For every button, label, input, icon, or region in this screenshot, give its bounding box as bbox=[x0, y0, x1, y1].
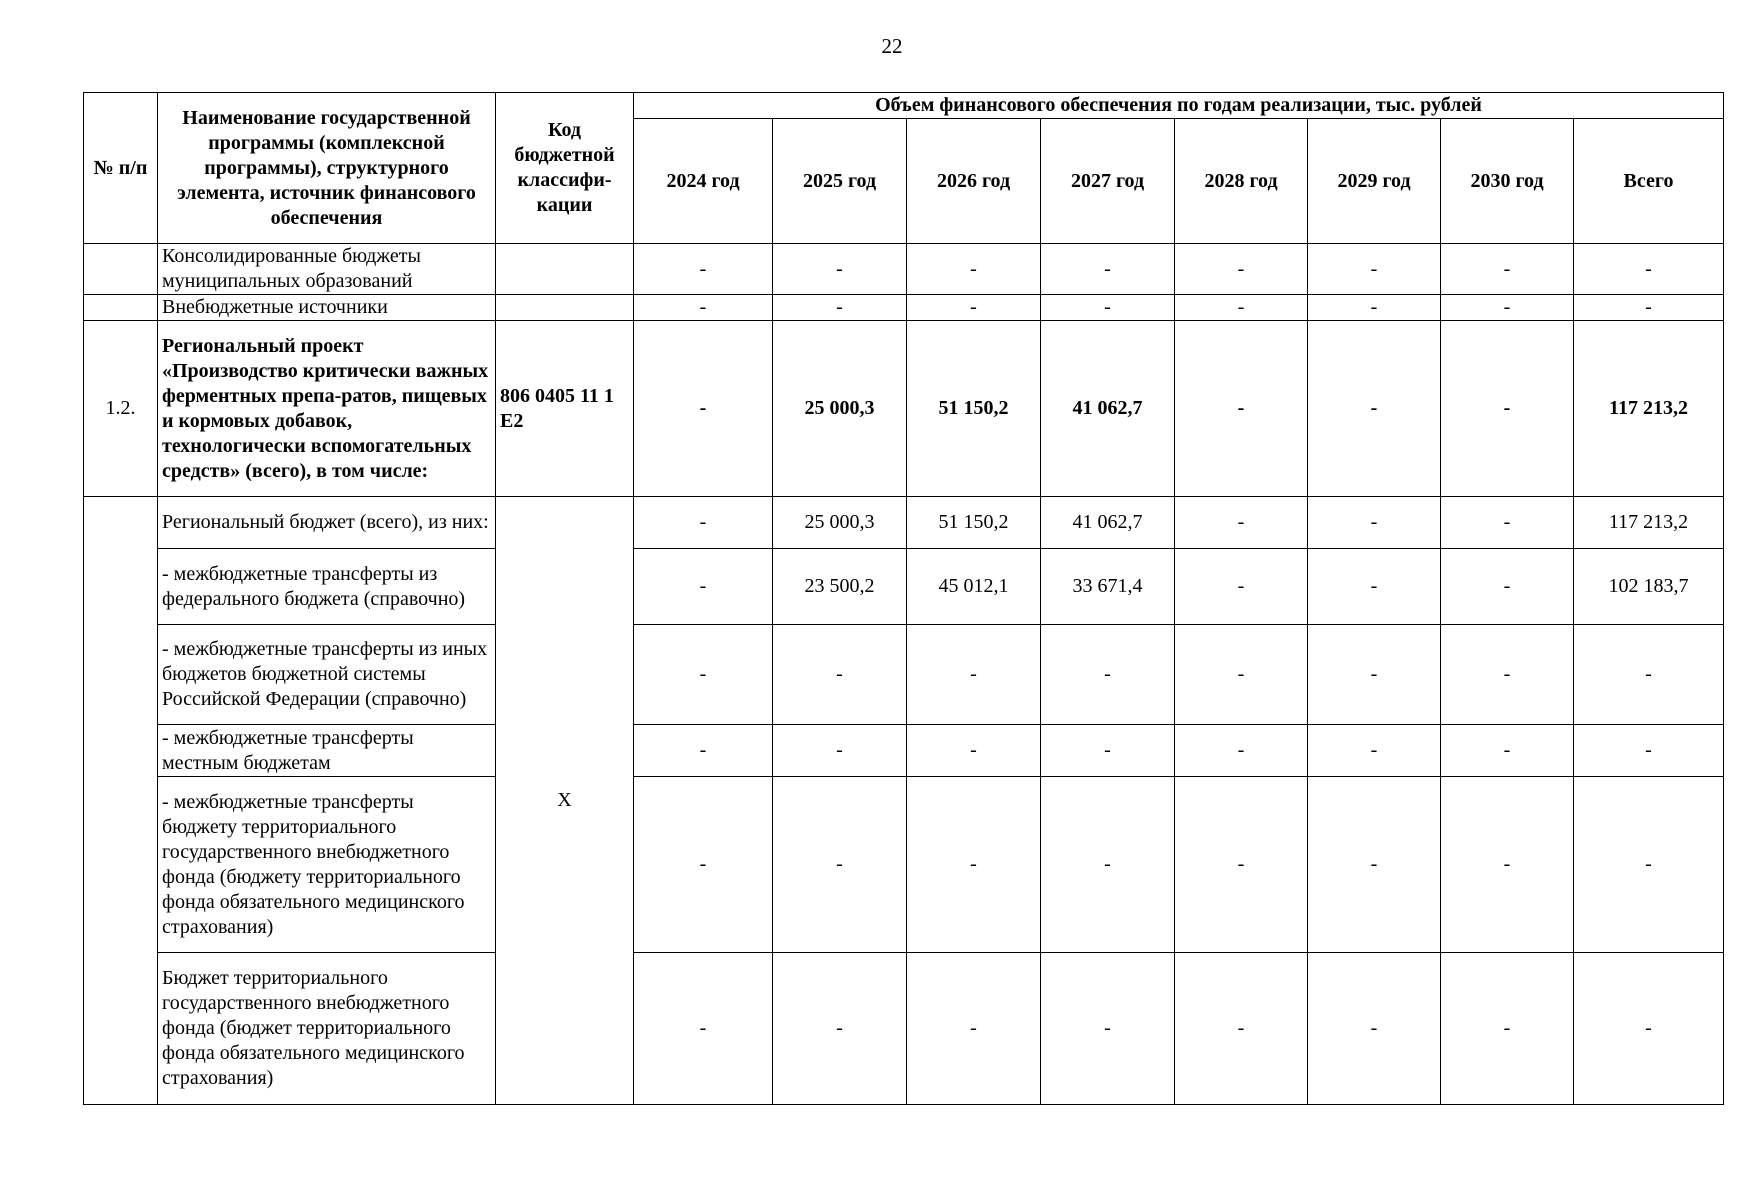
value-cell: - bbox=[634, 777, 773, 953]
value-cell: - bbox=[1175, 953, 1308, 1105]
row-name: Региональный бюджет (всего), из них: bbox=[158, 497, 496, 549]
value-cell: - bbox=[1574, 777, 1724, 953]
value-cell: - bbox=[773, 953, 907, 1105]
value-cell: - bbox=[1041, 244, 1175, 295]
value-cell: - bbox=[1308, 953, 1441, 1105]
value-cell: - bbox=[1308, 625, 1441, 725]
value-cell: - bbox=[907, 244, 1041, 295]
row-code bbox=[496, 295, 634, 321]
value-cell: 117 213,2 bbox=[1574, 321, 1724, 497]
value-cell: - bbox=[1441, 244, 1574, 295]
value-cell: 41 062,7 bbox=[1041, 321, 1175, 497]
table-row bbox=[84, 549, 1724, 625]
table-row bbox=[84, 244, 1724, 295]
value-cell: - bbox=[1441, 777, 1574, 953]
value-cell: 51 150,2 bbox=[907, 321, 1041, 497]
value-cell: - bbox=[1441, 549, 1574, 625]
table-row bbox=[84, 953, 1724, 1105]
value-cell: - bbox=[1441, 953, 1574, 1105]
value-cell: - bbox=[773, 244, 907, 295]
value-cell: - bbox=[634, 244, 773, 295]
row-code bbox=[496, 244, 634, 295]
row-name: - межбюджетные трансферты местным бюджетам bbox=[158, 725, 496, 777]
row-name: - межбюджетные трансферты из федерального бюджета (справочно) bbox=[158, 549, 496, 625]
header-year-2028: 2028 год bbox=[1175, 119, 1308, 244]
header-year-2030: 2030 год bbox=[1441, 119, 1574, 244]
value-cell: - bbox=[1041, 777, 1175, 953]
value-cell: - bbox=[1574, 244, 1724, 295]
row-num bbox=[84, 244, 158, 295]
value-cell: - bbox=[1308, 549, 1441, 625]
value-cell: - bbox=[1175, 549, 1308, 625]
row-num: 1.2. bbox=[84, 321, 158, 497]
value-cell: 117 213,2 bbox=[1574, 497, 1724, 549]
row-name: Внебюджетные источники bbox=[158, 295, 496, 321]
value-cell: - bbox=[1175, 725, 1308, 777]
table-row bbox=[84, 321, 1724, 497]
value-cell: - bbox=[1441, 725, 1574, 777]
value-cell: - bbox=[634, 953, 773, 1105]
row-code: X bbox=[496, 497, 634, 1105]
value-cell: - bbox=[907, 777, 1041, 953]
value-cell: - bbox=[1175, 777, 1308, 953]
row-num bbox=[84, 497, 158, 1105]
value-cell: - bbox=[1308, 725, 1441, 777]
value-cell: - bbox=[1308, 244, 1441, 295]
table-row bbox=[84, 625, 1724, 725]
value-cell: - bbox=[1441, 497, 1574, 549]
row-name: Консолидированные бюджеты муниципальных образований bbox=[158, 244, 496, 295]
header-year-2027: 2027 год bbox=[1041, 119, 1175, 244]
value-cell: - bbox=[1175, 244, 1308, 295]
value-cell: - bbox=[907, 295, 1041, 321]
value-cell: - bbox=[634, 549, 773, 625]
header-year-2029: 2029 год bbox=[1308, 119, 1441, 244]
value-cell: - bbox=[1441, 625, 1574, 725]
row-name: - межбюджетные трансферты бюджету территориального государственного внебюджетного фонда (бюджету территориального фонда обязательного медицинского страхования) bbox=[158, 777, 496, 953]
value-cell: - bbox=[1441, 295, 1574, 321]
row-name: - межбюджетные трансферты из иных бюджетов бюджетной системы Российской Федерации (справочно) bbox=[158, 625, 496, 725]
value-cell: - bbox=[907, 953, 1041, 1105]
value-cell: - bbox=[1041, 725, 1175, 777]
value-cell: - bbox=[1574, 295, 1724, 321]
value-cell: - bbox=[773, 777, 907, 953]
value-cell: - bbox=[1308, 497, 1441, 549]
value-cell: 102 183,7 bbox=[1574, 549, 1724, 625]
value-cell: - bbox=[907, 725, 1041, 777]
value-cell: - bbox=[1574, 625, 1724, 725]
value-cell: 23 500,2 bbox=[773, 549, 907, 625]
value-cell: - bbox=[773, 295, 907, 321]
value-cell: 25 000,3 bbox=[773, 497, 907, 549]
table-row bbox=[84, 777, 1724, 953]
value-cell: - bbox=[1175, 625, 1308, 725]
header-year-2024: 2024 год bbox=[634, 119, 773, 244]
value-cell: - bbox=[1441, 321, 1574, 497]
financing-table bbox=[83, 92, 1724, 1105]
header-volume: Объем финансового обеспечения по годам реализации, тыс. рублей bbox=[634, 93, 1724, 119]
value-cell: 25 000,3 bbox=[773, 321, 907, 497]
value-cell: - bbox=[1574, 953, 1724, 1105]
value-cell: - bbox=[907, 625, 1041, 725]
value-cell: 51 150,2 bbox=[907, 497, 1041, 549]
page-number: 22 bbox=[881, 34, 903, 58]
row-code: 806 0405 11 1 Е2 bbox=[496, 321, 634, 497]
row-num bbox=[84, 295, 158, 321]
value-cell: 41 062,7 bbox=[1041, 497, 1175, 549]
table-row bbox=[84, 497, 1724, 549]
value-cell: - bbox=[1308, 295, 1441, 321]
header-name: Наименование государственной программы (комплексной программы), структурного элемента, источник финансового обеспечения bbox=[158, 93, 496, 244]
table-row bbox=[84, 725, 1724, 777]
value-cell: 45 012,1 bbox=[907, 549, 1041, 625]
row-name: Бюджет территориального государственного внебюджетного фонда (бюджет территориального фонда обязательного медицинского страхования) bbox=[158, 953, 496, 1105]
header-year-2025: 2025 год bbox=[773, 119, 907, 244]
value-cell: - bbox=[1175, 295, 1308, 321]
value-cell: - bbox=[634, 725, 773, 777]
value-cell: - bbox=[1308, 777, 1441, 953]
value-cell: - bbox=[1175, 321, 1308, 497]
value-cell: - bbox=[1308, 321, 1441, 497]
value-cell: - bbox=[634, 321, 773, 497]
value-cell: - bbox=[1041, 295, 1175, 321]
value-cell: - bbox=[1574, 725, 1724, 777]
value-cell: - bbox=[1041, 953, 1175, 1105]
value-cell: - bbox=[773, 725, 907, 777]
value-cell: - bbox=[1175, 497, 1308, 549]
value-cell: - bbox=[634, 625, 773, 725]
row-name: Региональный проект «Производство критически важных ферментных препа-ратов, пищевых и кормовых добавок, технологически вспомогательных средств» (всего), в том числе: bbox=[158, 321, 496, 497]
value-cell: - bbox=[773, 625, 907, 725]
header-code: Код бюджетной классифи-кации bbox=[496, 93, 634, 244]
value-cell: - bbox=[1041, 625, 1175, 725]
value-cell: - bbox=[634, 497, 773, 549]
header-year-2026: 2026 год bbox=[907, 119, 1041, 244]
value-cell: - bbox=[634, 295, 773, 321]
value-cell: 33 671,4 bbox=[1041, 549, 1175, 625]
table-row bbox=[84, 295, 1724, 321]
header-num: № п/п bbox=[84, 93, 158, 244]
header-total: Всего bbox=[1574, 119, 1724, 244]
header-row-top bbox=[84, 93, 1724, 119]
